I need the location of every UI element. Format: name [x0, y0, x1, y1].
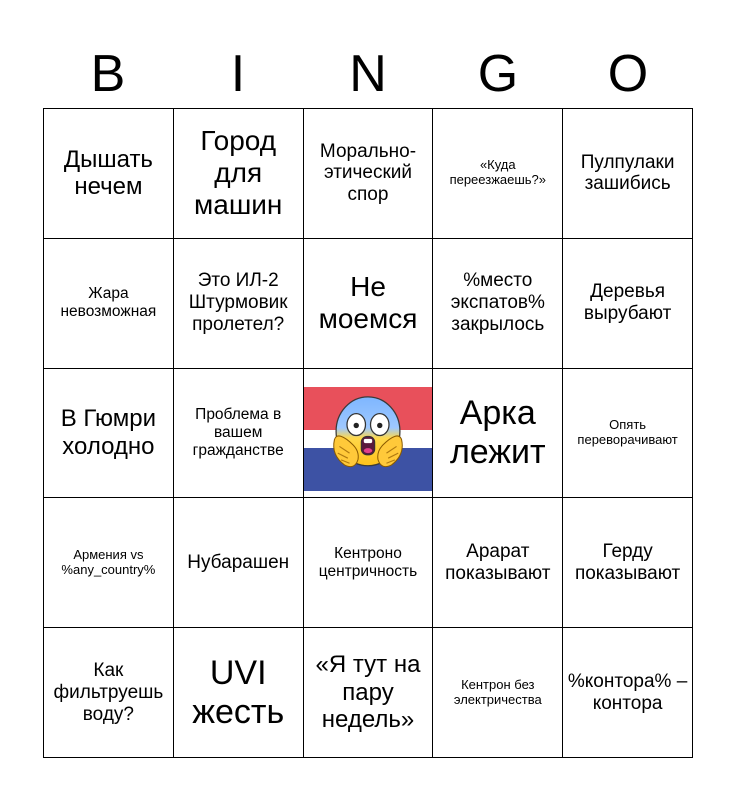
- bingo-cell-r2c3[interactable]: Арка лежит: [433, 369, 563, 499]
- bingo-cell-r2c1[interactable]: Проблема в вашем гражданстве: [174, 369, 304, 499]
- bingo-cell-r2c0[interactable]: В Гюмри холодно: [44, 369, 174, 499]
- bingo-cell-r0c2[interactable]: Морально-этический спор: [304, 109, 434, 239]
- bingo-cell-r4c3[interactable]: Кентрон без электричества: [433, 628, 563, 758]
- bingo-cell-r0c1[interactable]: Город для машин: [174, 109, 304, 239]
- bingo-cell-r1c4[interactable]: Деревья вырубают: [563, 239, 693, 369]
- bingo-cell-r0c4[interactable]: Пулпулаки зашибись: [563, 109, 693, 239]
- bingo-cell-r3c2[interactable]: Кентроно центричность: [304, 498, 434, 628]
- header-letter-i: I: [230, 45, 246, 103]
- bingo-cell-r0c3[interactable]: «Куда переезжаешь?»: [433, 109, 563, 239]
- bingo-cell-r4c1[interactable]: UVI жесть: [174, 628, 304, 758]
- bingo-cell-r4c4[interactable]: %контора% – контора: [563, 628, 693, 758]
- header-letter-n: N: [349, 45, 387, 103]
- bingo-cell-r4c0[interactable]: Как фильтруешь воду?: [44, 628, 174, 758]
- header-letter-b: B: [90, 45, 126, 103]
- bingo-cell-r1c3[interactable]: %место экспатов% закрылось: [433, 239, 563, 369]
- bingo-free-space[interactable]: [304, 369, 434, 499]
- bingo-cell-r1c2[interactable]: Не моемся: [304, 239, 434, 369]
- header-letter-o: O: [607, 45, 649, 103]
- bingo-cell-r0c0[interactable]: Дышать нечем: [44, 109, 174, 239]
- bingo-cell-r2c4[interactable]: Опять переворачивают: [563, 369, 693, 499]
- bingo-cell-r3c4[interactable]: Герду показывают: [563, 498, 693, 628]
- header-letter-g: G: [477, 45, 519, 103]
- bingo-cell-r3c1[interactable]: Нубарашен: [174, 498, 304, 628]
- bingo-header: [43, 40, 693, 108]
- bingo-cell-r1c1[interactable]: Это ИЛ-2 Штурмовик пролетел?: [174, 239, 304, 369]
- bingo-cell-r4c2[interactable]: «Я тут на пару недель»: [304, 628, 434, 758]
- face-screaming-in-fear-emoji-icon: [326, 391, 410, 475]
- bingo-cell-r3c3[interactable]: Арарат показывают: [433, 498, 563, 628]
- bingo-cell-r3c0[interactable]: Армения vs %any_country%: [44, 498, 174, 628]
- bingo-cell-r1c0[interactable]: Жара невозможная: [44, 239, 174, 369]
- bingo-grid: [43, 108, 693, 758]
